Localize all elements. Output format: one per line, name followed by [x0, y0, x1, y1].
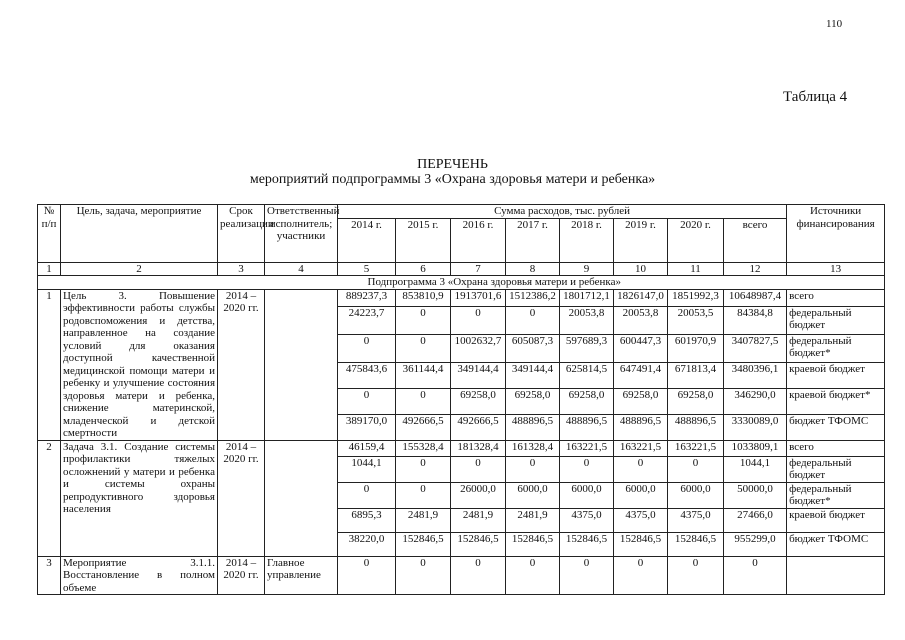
amount-cell: 69258,0	[451, 388, 506, 414]
subprogram-label: Подпрограмма 3 «Охрана здоровья матери и ребенка»	[338, 276, 885, 290]
header-year-2: 2016 г.	[451, 218, 506, 262]
amount-cell: 475843,6	[338, 362, 396, 388]
source-cell: краевой бюджет*	[787, 388, 885, 414]
amount-cell: 349144,4	[451, 362, 506, 388]
source-cell: бюджет ТФОМС	[787, 532, 885, 556]
column-number: 8	[506, 262, 560, 276]
amount-cell: 152846,5	[451, 532, 506, 556]
amount-cell: 163221,5	[560, 440, 614, 456]
header-sum: Сумма расходов, тыс. рублей	[338, 205, 787, 219]
amount-cell: 600447,3	[614, 334, 668, 362]
amount-cell: 0	[396, 456, 451, 482]
amount-cell: 155328,4	[396, 440, 451, 456]
header-year-4: 2018 г.	[560, 218, 614, 262]
amount-cell: 605087,3	[506, 334, 560, 362]
amount-cell: 0	[396, 556, 451, 595]
amount-cell: 6000,0	[560, 482, 614, 508]
header-goal: Цель, задача, мероприятие	[61, 205, 218, 263]
column-number: 11	[668, 262, 724, 276]
source-cell: федеральный бюджет	[787, 306, 885, 334]
table-row	[38, 440, 885, 456]
amount-cell: 0	[338, 334, 396, 362]
page-number: 110	[826, 18, 843, 30]
amount-cell: 84384,8	[724, 306, 787, 334]
amount-cell: 181328,4	[451, 440, 506, 456]
amount-cell: 50000,0	[724, 482, 787, 508]
row-number: 1	[38, 289, 61, 440]
amount-cell: 1913701,6	[451, 289, 506, 306]
row-number: 3	[38, 556, 61, 595]
amount-cell: 647491,4	[614, 362, 668, 388]
amount-cell: 0	[724, 556, 787, 595]
amount-cell: 10648987,4	[724, 289, 787, 306]
amount-cell: 20053,8	[614, 306, 668, 334]
amount-cell: 69258,0	[506, 388, 560, 414]
amount-cell: 26000,0	[451, 482, 506, 508]
amount-cell: 1044,1	[338, 456, 396, 482]
header-num: № п/п	[38, 205, 61, 263]
amount-cell: 488896,5	[506, 414, 560, 440]
amount-cell: 0	[451, 306, 506, 334]
amount-cell: 0	[396, 334, 451, 362]
amount-cell: 163221,5	[668, 440, 724, 456]
amount-cell: 6000,0	[668, 482, 724, 508]
goal-text: Мероприятие 3.1.1. Восстановление в полном объеме	[61, 556, 218, 595]
amount-cell: 69258,0	[560, 388, 614, 414]
title-line-2: мероприятий подпрограммы 3 «Охрана здоровья матери и ребенка»	[249, 172, 656, 187]
amount-cell: 4375,0	[614, 508, 668, 532]
amount-cell: 152846,5	[560, 532, 614, 556]
responsible-text	[265, 289, 338, 440]
column-number: 1	[38, 262, 61, 276]
header-source: Источники финансирования	[787, 205, 885, 263]
amount-cell: 0	[396, 306, 451, 334]
source-cell: краевой бюджет	[787, 362, 885, 388]
amount-cell: 0	[451, 556, 506, 595]
amount-cell: 0	[668, 456, 724, 482]
amount-cell: 0	[338, 388, 396, 414]
amount-cell: 4375,0	[668, 508, 724, 532]
amount-cell: 0	[668, 556, 724, 595]
header-responsible: Ответственный исполнитель; участники	[265, 205, 338, 263]
amount-cell: 1044,1	[724, 456, 787, 482]
header-year-3: 2017 г.	[506, 218, 560, 262]
amount-cell: 492666,5	[396, 414, 451, 440]
column-number: 7	[451, 262, 506, 276]
column-number: 6	[396, 262, 451, 276]
amount-cell: 389170,0	[338, 414, 396, 440]
amount-cell: 3330089,0	[724, 414, 787, 440]
column-number-row	[38, 262, 885, 276]
amount-cell: 492666,5	[451, 414, 506, 440]
column-number: 12	[724, 262, 787, 276]
header-year-0: 2014 г.	[338, 218, 396, 262]
column-number: 10	[614, 262, 668, 276]
amount-cell: 1512386,2	[506, 289, 560, 306]
amount-cell: 0	[338, 556, 396, 595]
term-text: 2014 – 2020 гг.	[218, 440, 265, 556]
amount-cell: 0	[506, 456, 560, 482]
amount-cell: 20053,8	[560, 306, 614, 334]
amount-cell: 152846,5	[614, 532, 668, 556]
column-number: 2	[61, 262, 218, 276]
document-title	[0, 157, 905, 187]
amount-cell: 889237,3	[338, 289, 396, 306]
source-cell: бюджет ТФОМС	[787, 414, 885, 440]
source-cell: федеральный бюджет*	[787, 482, 885, 508]
subprogram-row	[38, 276, 885, 290]
table-row	[38, 289, 885, 306]
amount-cell: 1801712,1	[560, 289, 614, 306]
amount-cell: 0	[560, 556, 614, 595]
amount-cell: 24223,7	[338, 306, 396, 334]
amount-cell: 625814,5	[560, 362, 614, 388]
amount-cell: 161328,4	[506, 440, 560, 456]
amount-cell: 0	[614, 556, 668, 595]
amount-cell: 152846,5	[668, 532, 724, 556]
amount-cell: 1002632,7	[451, 334, 506, 362]
amount-cell: 163221,5	[614, 440, 668, 456]
amount-cell: 488896,5	[668, 414, 724, 440]
amount-cell: 361144,4	[396, 362, 451, 388]
column-number: 5	[338, 262, 396, 276]
amount-cell: 0	[396, 388, 451, 414]
source-cell: всего	[787, 440, 885, 456]
amount-cell: 488896,5	[614, 414, 668, 440]
amount-cell: 4375,0	[560, 508, 614, 532]
amount-cell: 0	[506, 556, 560, 595]
column-number: 4	[265, 262, 338, 276]
amount-cell: 346290,0	[724, 388, 787, 414]
title-line-1: ПЕРЕЧЕНЬ	[417, 157, 488, 172]
amount-cell: 597689,3	[560, 334, 614, 362]
table-label: Таблица 4	[783, 89, 848, 105]
amount-cell: 3407827,5	[724, 334, 787, 362]
amount-cell: 6000,0	[506, 482, 560, 508]
amount-cell: 853810,9	[396, 289, 451, 306]
goal-text: Цель 3. Повышение эффективности работы службы родовспоможения и детства, направленное на создание условий для оказания доступной качественной медицинской помощи матери и ребенку и улучшение состояния здоровья матери и ребенка, снижение материнской, младенческой и детской смертности	[61, 289, 218, 440]
amount-cell: 38220,0	[338, 532, 396, 556]
source-cell: краевой бюджет	[787, 508, 885, 532]
column-number: 13	[787, 262, 885, 276]
amount-cell: 152846,5	[506, 532, 560, 556]
header-year-6: 2020 г.	[668, 218, 724, 262]
amount-cell: 671813,4	[668, 362, 724, 388]
source-cell: федеральный бюджет	[787, 456, 885, 482]
header-term: Срок реализации	[218, 205, 265, 263]
amount-cell: 2481,9	[506, 508, 560, 532]
measures-table	[37, 204, 885, 595]
amount-cell: 0	[614, 456, 668, 482]
amount-cell: 601970,9	[668, 334, 724, 362]
amount-cell: 0	[560, 456, 614, 482]
amount-cell: 2481,9	[396, 508, 451, 532]
row-number: 2	[38, 440, 61, 556]
amount-cell: 0	[338, 482, 396, 508]
amount-cell: 1851992,3	[668, 289, 724, 306]
header-year-7: всего	[724, 218, 787, 262]
table-row	[38, 556, 885, 595]
amount-cell: 1033809,1	[724, 440, 787, 456]
responsible-text: Главное управление	[265, 556, 338, 595]
source-cell	[787, 556, 885, 595]
term-text: 2014 – 2020 гг.	[218, 289, 265, 440]
header-year-1: 2015 г.	[396, 218, 451, 262]
amount-cell: 6000,0	[614, 482, 668, 508]
amount-cell: 20053,5	[668, 306, 724, 334]
term-text: 2014 – 2020 гг.	[218, 556, 265, 595]
responsible-text	[265, 440, 338, 556]
amount-cell: 3480396,1	[724, 362, 787, 388]
column-number: 3	[218, 262, 265, 276]
amount-cell: 27466,0	[724, 508, 787, 532]
goal-text: Задача 3.1. Создание системы профилактики тяжелых осложнений у матери и ребенка и системы охраны репродуктивного здоровья населения	[61, 440, 218, 556]
amount-cell: 2481,9	[451, 508, 506, 532]
amount-cell: 46159,4	[338, 440, 396, 456]
source-cell: федеральный бюджет*	[787, 334, 885, 362]
amount-cell: 0	[506, 306, 560, 334]
amount-cell: 69258,0	[614, 388, 668, 414]
amount-cell: 69258,0	[668, 388, 724, 414]
amount-cell: 152846,5	[396, 532, 451, 556]
header-year-5: 2019 г.	[614, 218, 668, 262]
amount-cell: 0	[451, 456, 506, 482]
amount-cell: 955299,0	[724, 532, 787, 556]
source-cell: всего	[787, 289, 885, 306]
amount-cell: 6895,3	[338, 508, 396, 532]
amount-cell: 1826147,0	[614, 289, 668, 306]
amount-cell: 488896,5	[560, 414, 614, 440]
header-row	[38, 205, 885, 219]
amount-cell: 0	[396, 482, 451, 508]
amount-cell: 349144,4	[506, 362, 560, 388]
column-number: 9	[560, 262, 614, 276]
